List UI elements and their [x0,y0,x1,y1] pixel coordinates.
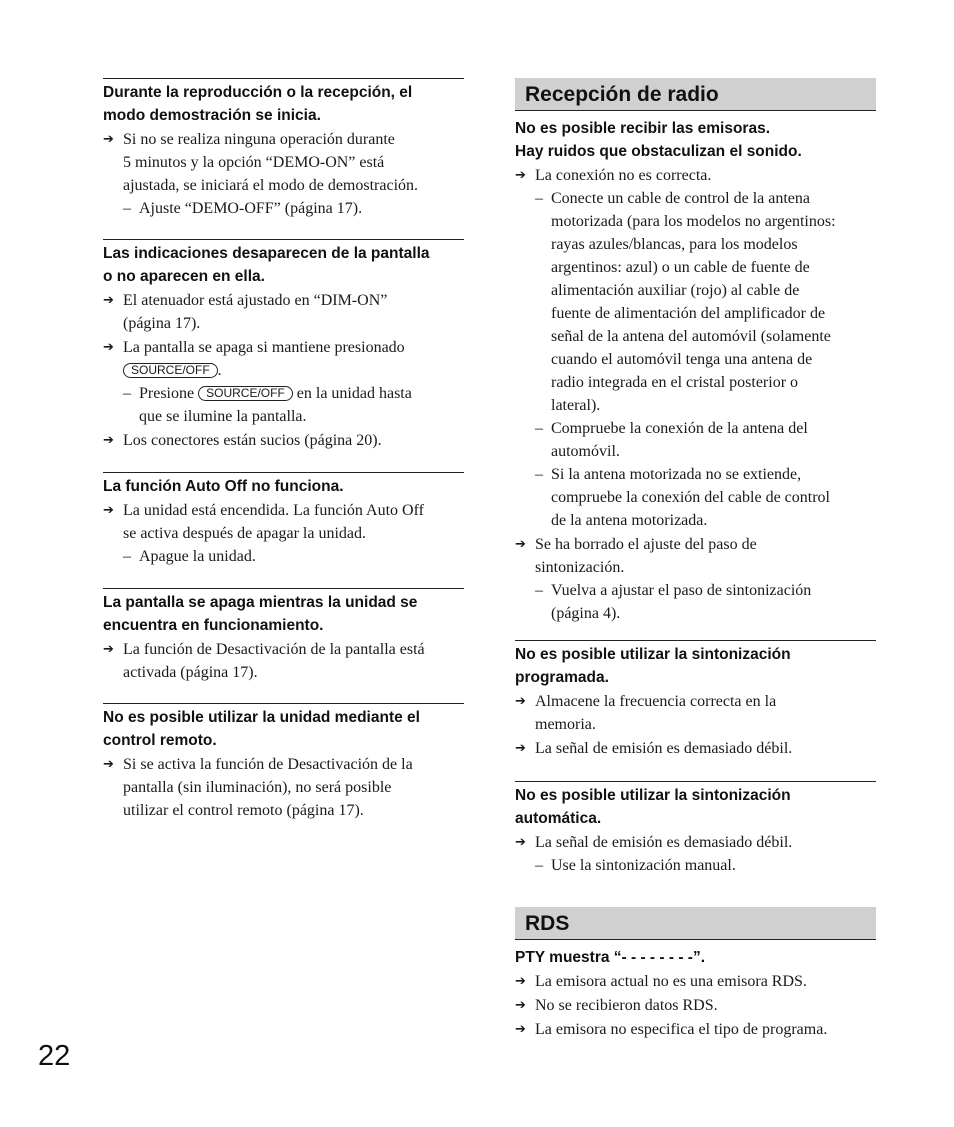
solution-item [515,690,876,736]
dash-marker: – [535,582,543,599]
section-heading-radio: Recepción de radio [515,78,876,111]
arrow-icon: ➔ [103,293,114,308]
dash-marker: – [535,466,543,483]
text-line: La pantalla se apaga mientras la unidad se [103,594,418,611]
text-line: señal de la antena del automóvil (solamente [551,328,831,345]
arrow-icon: ➔ [103,642,114,657]
text-line: 5 minutos y la opción “DEMO-ON” está [123,154,385,171]
text-line: Si se activa la función de Desactivación de la [123,756,413,773]
text-line: La función de Desactivación de la pantalla está [123,641,425,658]
text-line: memoria. [535,716,596,733]
text-line: automóvil. [551,443,620,460]
arrow-icon: ➔ [515,835,526,850]
text-line: Si la antena motorizada no se extiende, [551,466,802,483]
sub-step [123,545,464,568]
solution-item [515,533,876,625]
sub-step [535,579,876,625]
arrow-icon: ➔ [103,503,114,518]
dash-marker: – [123,200,131,217]
text-line: argentinos: azul) o un cable de fuente de [551,259,810,276]
text-line: pantalla (sin iluminación), no será posible [123,779,392,796]
trouble-section [103,239,464,452]
text-line: o no aparecen en ella. [103,268,265,285]
section-title [103,591,464,637]
source-off-button-label: SOURCE/OFF [198,386,293,401]
text-line: programada. [515,669,609,686]
solution-item [103,753,464,822]
arrow-icon: ➔ [515,537,526,552]
arrow-icon: ➔ [515,974,526,989]
text-line: modo demostración se inicia. [103,107,321,124]
dash-marker: – [535,420,543,437]
section-title [515,784,876,830]
text-line: ajustada, se iniciará el modo de demostración. [123,177,419,194]
text-line: La unidad está encendida. La función Auto Off [123,502,424,519]
solution-item [103,336,464,428]
section-title [515,117,876,163]
trouble-section [103,703,464,822]
trouble-section [103,588,464,684]
section-title [103,81,464,127]
sub-step [535,463,876,532]
text-line: No es posible utilizar la unidad mediante el [103,709,420,726]
text-line: de la antena motorizada. [551,512,708,529]
solution-item [103,289,464,335]
trouble-section [515,781,876,877]
text-after-button: en la unidad hasta [296,385,412,402]
solution-item [515,831,876,877]
text-line: automática. [515,810,602,827]
trouble-section [515,944,876,1041]
trouble-section [515,640,876,760]
text-line: se activa después de apagar la unidad. [123,525,367,542]
text-line: motorizada (para los modelos no argentinos: [551,213,836,230]
button-suffix: . [217,362,222,379]
dash-marker: – [123,548,131,565]
text-before-button: Presione [139,385,195,402]
text-line: utilizar el control remoto (página 17). [123,802,364,819]
text-line: La señal de emisión es demasiado débil. [535,740,793,757]
trouble-section [515,115,876,625]
dash-marker: – [123,385,131,402]
solution-item [103,128,464,220]
text-line: No se recibieron datos RDS. [535,997,718,1014]
dash-marker: – [535,857,543,874]
text-line: compruebe la conexión del cable de control [551,489,830,506]
text-line: No es posible utilizar la sintonización [515,646,791,663]
text-line: Si no se realiza ninguna operación durante [123,131,395,148]
text-line: PTY muestra “- - - - - - - -”. [515,949,706,966]
source-off-button-label: SOURCE/OFF [123,363,218,378]
arrow-icon: ➔ [515,741,526,756]
sub-step [535,417,876,463]
text-line: cuando el automóvil tenga una antena de [551,351,813,368]
solution-item [515,1018,876,1041]
sub-step [535,854,876,877]
text-line: (página 4). [551,605,621,622]
section-heading-rds: RDS [515,907,876,940]
text-line: La pantalla se apaga si mantiene presionado [123,339,405,356]
text-line: La función Auto Off no funciona. [103,478,344,495]
arrow-icon: ➔ [103,433,114,448]
arrow-icon: ➔ [515,1022,526,1037]
solution-item [515,164,876,532]
arrow-icon: ➔ [103,340,114,355]
trouble-section [103,472,464,568]
text-line: Vuelva a ajustar el paso de sintonización [551,582,812,599]
text-line: La señal de emisión es demasiado débil. [535,834,793,851]
text-line: activada (página 17). [123,664,258,681]
text-line: que se ilumine la pantalla. [139,408,307,425]
text-line: No es posible utilizar la sintonización [515,787,791,804]
solution-item [103,638,464,684]
text-line: lateral). [551,397,601,414]
sub-step [535,187,876,417]
text-line: Hay ruidos que obstaculizan el sonido. [515,143,802,160]
sub-step [123,382,464,428]
section-title [515,643,876,689]
text-line: control remoto. [103,732,217,749]
arrow-icon: ➔ [103,757,114,772]
solution-item [103,429,464,452]
text-line: No es posible recibir las emisoras. [515,120,771,137]
solution-item [103,499,464,568]
text-line: radio integrada en el cristal posterior o [551,374,799,391]
text-line: Las indicaciones desaparecen de la pantalla [103,245,430,262]
text-line: Durante la reproducción o la recepción, el [103,84,413,101]
text-line: El atenuador está ajustado en “DIM-ON” [123,292,388,309]
dash-marker: – [535,190,543,207]
solution-item [515,737,876,760]
text-line: Almacene la frecuencia correcta en la [535,693,777,710]
trouble-section [103,78,464,220]
arrow-icon: ➔ [515,168,526,183]
text-line: Compruebe la conexión de la antena del [551,420,808,437]
text-line: sintonización. [535,559,625,576]
text-line: Se ha borrado el ajuste del paso de [535,536,757,553]
text-line: La conexión no es correcta. [535,167,712,184]
text-line [123,359,464,382]
page-number: 22 [38,1040,71,1072]
sub-step [123,197,464,220]
text-line: Use la sintonización manual. [551,857,736,874]
text-line: Ajuste “DEMO-OFF” (página 17). [139,200,363,217]
arrow-icon: ➔ [515,998,526,1013]
text-line: Los conectores están sucios (página 20). [123,432,382,449]
text-line: Conecte un cable de control de la antena [551,190,810,207]
text-line: La emisora no especifica el tipo de programa. [535,1021,828,1038]
text-line: fuente de alimentación del amplificador de [551,305,826,322]
text-line: La emisora actual no es una emisora RDS. [535,973,807,990]
text-line: alimentación auxiliar (rojo) al cable de [551,282,800,299]
text-line: encuentra en funcionamiento. [103,617,324,634]
text-line: Apague la unidad. [139,548,256,565]
arrow-icon: ➔ [515,694,526,709]
section-title [103,475,464,498]
arrow-icon: ➔ [103,132,114,147]
text-line [139,382,464,405]
section-title [103,242,464,288]
section-title [515,946,876,969]
solution-item [515,994,876,1017]
text-line: (página 17). [123,315,201,332]
text-line: rayas azules/blancas, para los modelos [551,236,798,253]
section-title [103,706,464,752]
solution-item [515,970,876,993]
